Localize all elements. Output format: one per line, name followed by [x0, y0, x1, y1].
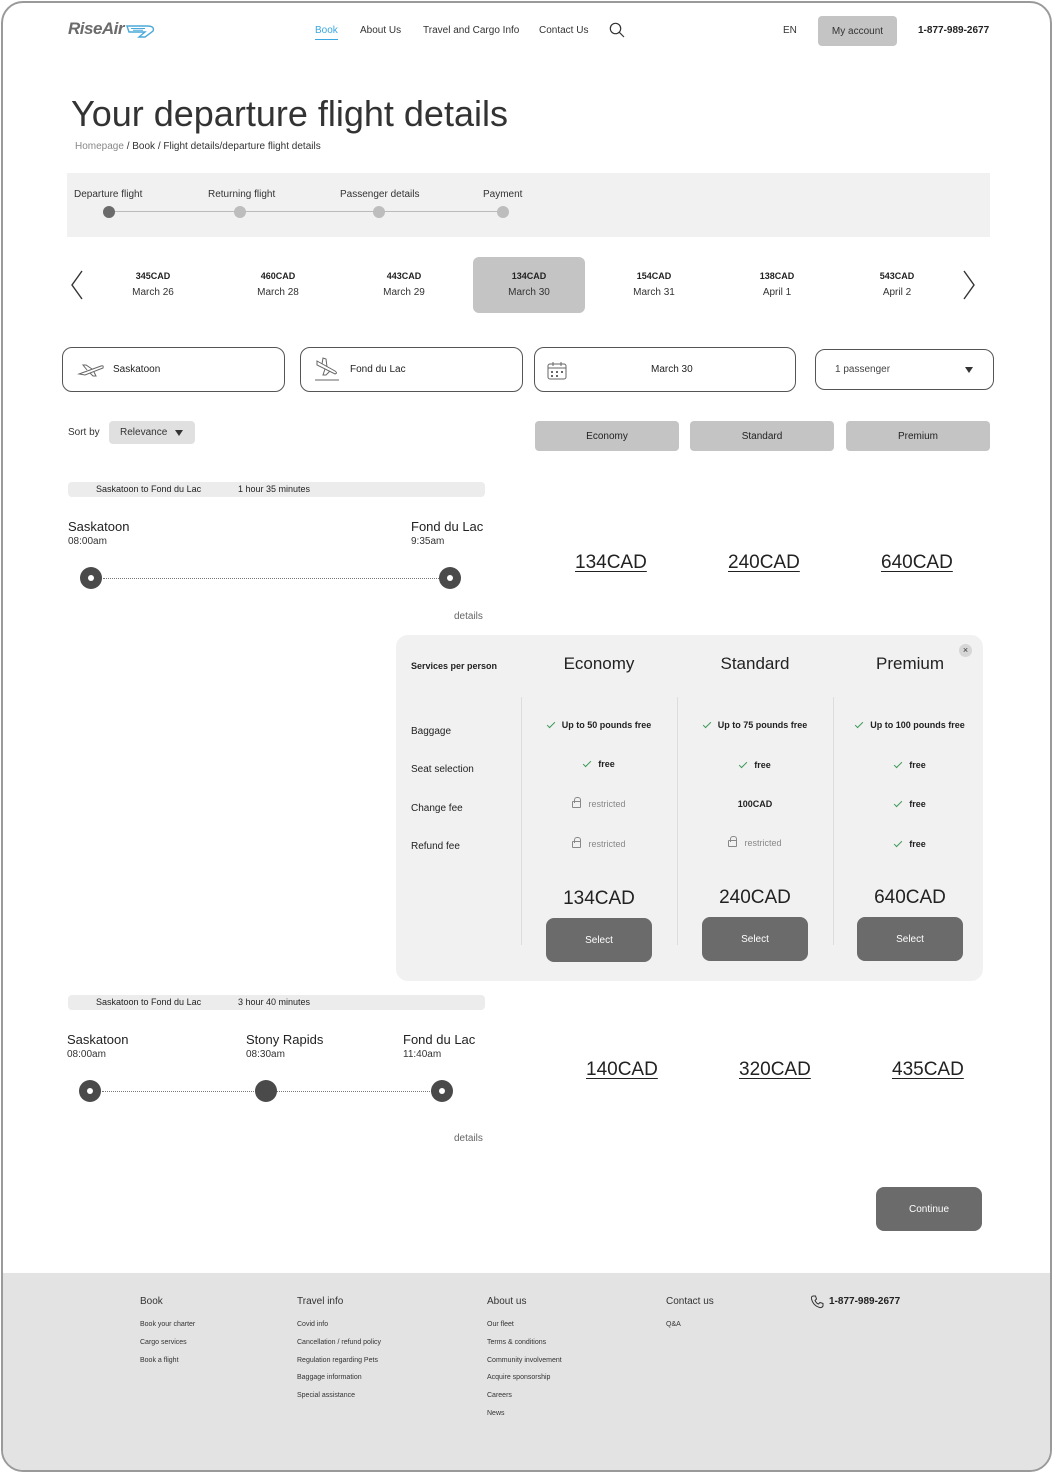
check-icon: [894, 839, 902, 847]
footer-link[interactable]: Careers: [487, 1392, 512, 1400]
footer-links-book: [140, 1321, 195, 1374]
date-day: April 2: [882, 287, 912, 298]
dropdown-caret-icon: [965, 367, 973, 373]
class-economy-button[interactable]: Economy: [535, 421, 679, 451]
premium-seat-value: free: [909, 760, 926, 770]
footer-link[interactable]: Book your charter: [140, 1321, 196, 1328]
check-icon: [583, 759, 591, 767]
check-icon: [739, 760, 747, 768]
landing-plane-icon: [313, 357, 341, 383]
premium-seat: [835, 760, 985, 770]
destination-field[interactable]: [300, 347, 523, 392]
date-option-march-28[interactable]: [222, 257, 334, 313]
column-divider: [833, 697, 834, 945]
flight-1-destination-marker: [439, 567, 461, 589]
step-dot-payment: [497, 206, 509, 218]
sort-by-label: Sort by: [68, 427, 100, 438]
close-icon[interactable]: ×: [959, 644, 972, 657]
date-day: March 28: [257, 287, 299, 298]
flight-2-arrive-time: 11:40am: [403, 1049, 442, 1060]
flight-2-economy-price[interactable]: 140CAD: [586, 1059, 658, 1080]
breadcrumb: [75, 141, 321, 152]
footer-heading-book: Book: [140, 1296, 163, 1307]
chevron-right-icon[interactable]: [961, 269, 977, 301]
flight-2-stopover-marker: [255, 1080, 277, 1102]
header-phone[interactable]: 1-877-989-2677: [918, 25, 990, 36]
footer-link[interactable]: Cargo services: [140, 1338, 187, 1346]
chevron-left-icon[interactable]: [69, 269, 85, 301]
flight-1-arrive-time: 9:35am: [411, 536, 445, 547]
check-icon: [855, 720, 863, 728]
phone-icon: [810, 1295, 824, 1309]
row-label-baggage: Baggage: [411, 726, 452, 737]
column-divider: [521, 697, 522, 945]
standard-seat-value: free: [754, 760, 771, 770]
date-day: March 26: [132, 287, 174, 298]
premium-baggage: [835, 720, 985, 730]
date-option-april-1[interactable]: [721, 257, 833, 313]
services-premium-heading: Premium: [875, 654, 944, 673]
footer-links-contact-us: [666, 1321, 681, 1339]
flight-1-standard-price[interactable]: 240CAD: [728, 552, 800, 573]
flight-2-origin-marker: [79, 1080, 101, 1102]
search-icon[interactable]: [609, 22, 625, 38]
calendar-icon: [547, 361, 567, 380]
flight-1-origin-marker: [80, 567, 102, 589]
page-title: Your departure flight details: [71, 93, 508, 134]
step-returning-flight: Returning flight: [208, 189, 276, 200]
flight-1-premium-price[interactable]: 640CAD: [881, 552, 953, 573]
footer-link[interactable]: Regulation regarding Pets: [297, 1356, 378, 1364]
footer: [3, 1273, 1052, 1472]
standard-baggage-value: Up to 75 pounds free: [717, 720, 808, 730]
row-label-refund-fee: Refund fee: [411, 841, 460, 852]
dropdown-caret-icon: [175, 430, 183, 436]
class-premium-button[interactable]: Premium: [846, 421, 990, 451]
footer-heading-travel-info: Travel info: [297, 1296, 344, 1307]
sort-value: Relevance: [120, 427, 168, 438]
origin-value: Saskatoon: [113, 364, 161, 375]
flight-2-route-bar: [68, 995, 485, 1010]
select-economy-button[interactable]: Select: [546, 918, 652, 962]
class-standard-button[interactable]: Standard: [690, 421, 834, 451]
economy-change-value: restricted: [588, 799, 626, 809]
sort-select[interactable]: [109, 421, 195, 444]
breadcrumb-path: / Book / Flight details/departure flight details: [123, 141, 321, 152]
footer-link[interactable]: Our fleet: [487, 1321, 514, 1328]
standard-total-price: 240CAD: [719, 887, 791, 908]
footer-link[interactable]: Baggage information: [297, 1374, 362, 1382]
destination-value: Fond du Lac: [350, 364, 406, 375]
flight-2-origin-city: Saskatoon: [67, 1032, 129, 1047]
date-price: 138CAD: [759, 271, 795, 281]
step-passenger-details: Passenger details: [340, 189, 420, 200]
economy-total-price: 134CAD: [563, 888, 635, 909]
flight-duration: 1 hour 35 minutes: [238, 484, 311, 494]
check-icon: [894, 760, 902, 768]
step-dot-returning: [234, 206, 246, 218]
step-dot-departure: [103, 206, 115, 218]
flight-1-details-link[interactable]: details: [454, 611, 483, 622]
column-divider: [677, 697, 678, 945]
premium-change-value: free: [909, 799, 926, 809]
date-price: 345CAD: [135, 271, 171, 281]
flight-1-route-bar: [68, 482, 485, 497]
date-day: March 30: [508, 287, 550, 298]
lock-icon: [572, 841, 581, 848]
economy-baggage: [524, 720, 674, 730]
flight-2-destination-city: Fond du Lac: [403, 1032, 476, 1047]
row-label-change-fee: Change fee: [411, 803, 463, 814]
flight-2-premium-price[interactable]: 435CAD: [892, 1059, 964, 1080]
services-economy-heading: Economy: [563, 654, 635, 673]
flight-2-details-link[interactable]: details: [454, 1133, 483, 1144]
nav-book[interactable]: Book: [315, 25, 338, 40]
check-icon: [894, 799, 902, 807]
date-price: 543CAD: [879, 271, 915, 281]
select-premium-button[interactable]: Select: [857, 917, 963, 961]
origin-field[interactable]: [62, 347, 285, 392]
flight-route: Saskatoon to Fond du Lac: [96, 484, 202, 494]
footer-link[interactable]: Cancellation / refund policy: [297, 1338, 382, 1346]
economy-baggage-value: Up to 50 pounds free: [561, 720, 652, 730]
lock-icon: [572, 801, 581, 808]
flight-1-economy-price[interactable]: 134CAD: [575, 552, 647, 573]
economy-refund-value: restricted: [588, 839, 626, 849]
flight-1-depart-time: 08:00am: [68, 536, 107, 547]
standard-baggage: [680, 720, 830, 730]
date-option-march-29[interactable]: [348, 257, 460, 313]
footer-links-travel-info: [297, 1321, 381, 1410]
footer-heading-about-us: About us: [487, 1296, 527, 1307]
footer-link[interactable]: Book a flight: [140, 1356, 179, 1364]
flight-2-destination-marker: [431, 1080, 453, 1102]
flight-1-path-line: [103, 578, 439, 579]
flight-1-origin-city: Saskatoon: [68, 519, 130, 534]
passenger-value: 1 passenger: [835, 364, 891, 375]
date-price: 443CAD: [386, 271, 422, 281]
lock-icon: [728, 840, 737, 847]
services-title: Services per person: [411, 661, 498, 671]
footer-link[interactable]: Terms & conditions: [487, 1338, 547, 1346]
standard-seat: [680, 760, 830, 770]
economy-change: [524, 799, 674, 809]
flight-route: Saskatoon to Fond du Lac: [96, 997, 202, 1007]
standard-refund: [680, 838, 830, 848]
date-price: 134CAD: [511, 271, 547, 281]
standard-change: [680, 799, 830, 809]
footer-phone[interactable]: 1-877-989-2677: [829, 1296, 901, 1307]
footer-link[interactable]: News: [487, 1409, 505, 1417]
premium-refund: [835, 839, 985, 849]
flight-duration: 3 hour 40 minutes: [238, 997, 311, 1007]
date-price: 154CAD: [636, 271, 672, 281]
language-selector[interactable]: EN: [783, 25, 797, 36]
nav-travel-cargo-info[interactable]: Travel and Cargo Info: [423, 25, 520, 36]
flight-2-standard-price[interactable]: 320CAD: [739, 1059, 811, 1080]
continue-button[interactable]: Continue: [876, 1187, 982, 1231]
nav-contact-us[interactable]: Contact Us: [539, 25, 589, 36]
flight-1-destination-city: Fond du Lac: [411, 519, 484, 534]
economy-seat: [524, 759, 674, 769]
premium-baggage-value: Up to 100 pounds free: [870, 720, 965, 730]
passenger-select[interactable]: [815, 349, 994, 390]
date-day: March 31: [633, 287, 675, 298]
services-panel: [396, 635, 983, 981]
takeoff-plane-icon: [77, 363, 105, 377]
date-day: April 1: [762, 287, 792, 298]
logo[interactable]: RiseAir: [68, 19, 125, 38]
date-option-march-31[interactable]: [598, 257, 710, 313]
footer-link[interactable]: Covid info: [297, 1321, 329, 1328]
flight-2-depart-time: 08:00am: [67, 1049, 106, 1060]
page-frame: [1, 1, 1052, 1472]
premium-total-price: 640CAD: [874, 887, 946, 908]
services-standard-heading: Standard: [720, 654, 790, 673]
check-icon: [702, 720, 710, 728]
select-standard-button[interactable]: Select: [702, 917, 808, 961]
booking-stepper: [67, 173, 990, 237]
economy-refund: [524, 839, 674, 849]
footer-link[interactable]: Special assistance: [297, 1392, 355, 1400]
step-departure-flight: Departure flight: [74, 189, 143, 200]
breadcrumb-home[interactable]: Homepage: [75, 141, 124, 152]
footer-heading-contact-us: Contact us: [666, 1296, 714, 1307]
nav-about-us[interactable]: About Us: [360, 25, 402, 36]
stepper-line: [109, 211, 505, 212]
my-account-button[interactable]: My account: [818, 16, 897, 46]
date-day: March 29: [383, 287, 425, 298]
standard-change-value: 100CAD: [737, 799, 773, 809]
logo-wing-icon: [125, 22, 157, 40]
date-value: March 30: [651, 364, 693, 375]
premium-change: [835, 799, 985, 809]
footer-link[interactable]: Acquire sponsorship: [487, 1374, 551, 1382]
date-price: 460CAD: [260, 271, 296, 281]
footer-links-about-us: [487, 1321, 562, 1428]
date-option-march-26[interactable]: [97, 257, 209, 313]
footer-link[interactable]: Q&A: [666, 1321, 681, 1328]
step-dot-passenger: [373, 206, 385, 218]
economy-seat-value: free: [598, 759, 615, 769]
footer-link[interactable]: Community involvement: [487, 1356, 562, 1364]
flight-2-stop-city: Stony Rapids: [246, 1032, 324, 1047]
step-payment: Payment: [483, 189, 523, 200]
date-option-april-2[interactable]: [841, 257, 953, 313]
row-label-seat-selection: Seat selection: [411, 764, 474, 775]
date-field[interactable]: [534, 347, 796, 392]
standard-refund-value: restricted: [744, 838, 782, 848]
flight-2-stop-time: 08:30am: [246, 1049, 285, 1060]
date-option-march-30-selected[interactable]: [473, 257, 585, 313]
premium-refund-value: free: [909, 839, 926, 849]
check-icon: [546, 720, 554, 728]
